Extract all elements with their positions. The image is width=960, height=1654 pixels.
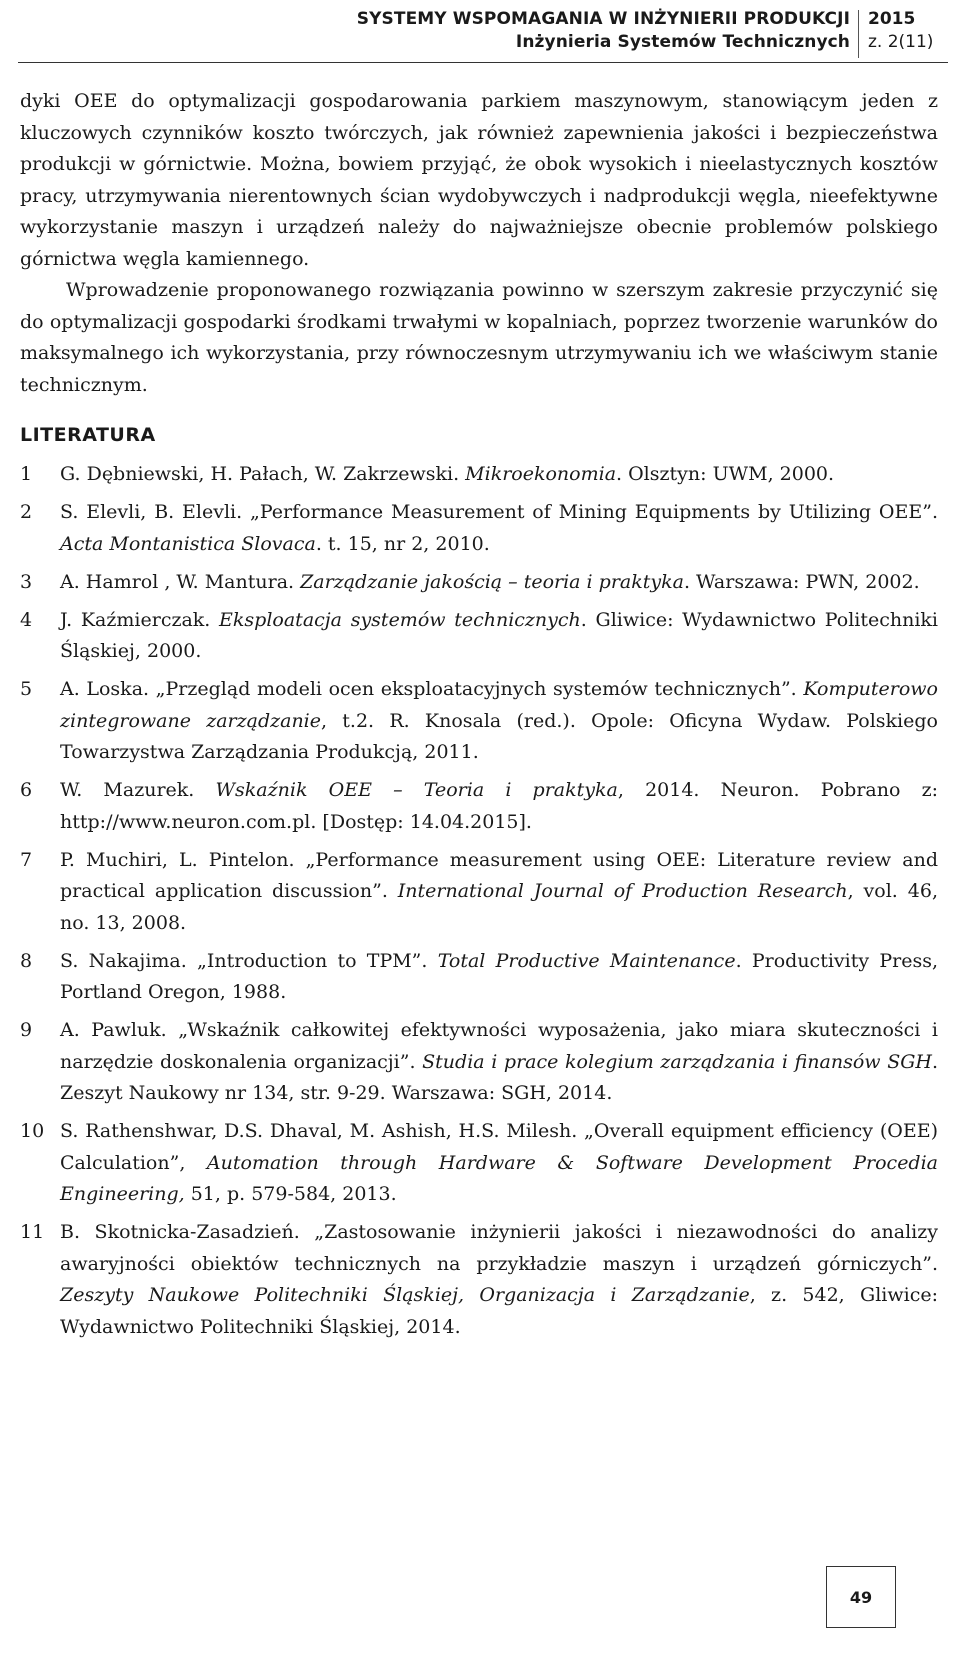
reference-publication-details: , t.2. R. Knosala (red.). Opole: Oficyna Wydaw. Polskiego Towarzystwa Zarządzania Produkcją, 2011. <box>60 709 938 763</box>
reference-number: 3 <box>20 570 33 593</box>
reference-source-italic: International Journal of Production Research <box>397 880 848 902</box>
reference-number: 2 <box>20 501 33 523</box>
reference-item <box>20 946 938 1009</box>
reference-publication-details: 51, p. 579-584, 2013. <box>184 1183 397 1205</box>
reference-number: 9 <box>20 1019 33 1041</box>
reference-source-italic: Komputerowo zintegrowane zarządzanie <box>60 678 938 732</box>
reference-authors-and-title: B. Skotnicka-Zasadzień. „Zastosowanie inżynierii jakości i niezawodności do analizy awaryjności obiektów technicznych na przykładzie maszyn i urządzeń górniczych”. <box>60 1221 938 1275</box>
reference-source-italic: Zarządzanie jakością – teoria i praktyka <box>300 570 684 593</box>
reference-authors-and-title: S. Elevli, B. Elevli. „Performance Measurement of Mining Equipments by Utilizing OEE”. <box>60 501 938 523</box>
body-paragraph-2: Wprowadzenie proponowanego rozwiązania powinno w szerszym zakresie przyczynić się do optymalizacji gospodarki środkami trwałymi w kopalniach, poprzez tworzenie warunków do maksymalnego ich wykorzystania, przy równoczesnym utrzymywaniu ich we właściwym stanie technicznym. <box>20 279 938 396</box>
issue-block <box>868 8 948 54</box>
reference-source-italic: Studia i prace kolegium zarządzania i finansów SGH <box>422 1050 932 1073</box>
reference-publication-details: , vol. 46, no. 13, 2008. <box>60 880 938 934</box>
reference-publication-details: . t. 15, nr 2, 2010. <box>315 532 490 555</box>
reference-number: 5 <box>20 678 33 700</box>
reference-list <box>20 459 938 1343</box>
journal-title-block <box>357 8 850 54</box>
reference-authors-and-title: G. Dębniewski, H. Pałach, W. Zakrzewski. <box>60 463 466 485</box>
reference-item <box>20 1015 938 1110</box>
header-rule <box>18 62 948 63</box>
reference-publication-details: . Warszawa: PWN, 2002. <box>683 570 920 593</box>
reference-authors-and-title: W. Mazurek. <box>60 779 216 801</box>
reference-authors-and-title: S. Nakajima. „Introduction to TPM”. <box>60 949 438 972</box>
reference-item <box>20 459 938 491</box>
reference-item <box>20 567 938 599</box>
reference-item <box>20 497 938 560</box>
reference-number: 4 <box>20 608 33 631</box>
main-content <box>20 86 938 1350</box>
running-header <box>0 8 960 58</box>
publication-year: 2015 <box>868 9 916 29</box>
reference-item <box>20 605 938 668</box>
reference-item <box>20 1116 938 1211</box>
reference-source-italic: Mikroekonomia <box>465 463 617 485</box>
reference-number: 7 <box>20 848 33 871</box>
reference-source-italic: Zeszyty Naukowe Politechniki Śląskiej, Organizacja i Zarządzanie <box>60 1284 750 1306</box>
reference-number: 6 <box>20 779 33 801</box>
journal-title: SYSTEMY WSPOMAGANIA W INŻYNIERII PRODUKCJI <box>356 9 850 29</box>
reference-publication-details: . Zeszyt Naukowy nr 134, str. 9-29. Warszawa: SGH, 2014. <box>60 1050 938 1104</box>
reference-authors-and-title: S. Rathenshwar, D.S. Dhaval, M. Ashish, H.S. Milesh. „Overall equipment efficiency (OEE) Calculation”, <box>60 1120 938 1174</box>
reference-item <box>20 1217 938 1343</box>
reference-authors-and-title: J. Kaźmierczak. <box>60 608 220 631</box>
reference-source-italic: Wskaźnik OEE – Teoria i praktyka <box>215 779 618 801</box>
reference-number: 10 <box>20 1120 45 1142</box>
reference-authors-and-title: P. Muchiri, L. Pintelon. „Performance measurement using OEE: Literature review and practical application discussion”. <box>60 848 938 902</box>
reference-item <box>20 674 938 769</box>
reference-authors-and-title: A. Loska. „Przegląd modeli ocen eksploatacyjnych systemów technicznych”. <box>60 678 804 700</box>
header-divider <box>858 10 859 58</box>
reference-item <box>20 845 938 940</box>
literature-heading: LITERATURA <box>20 424 156 446</box>
page-number: 49 <box>826 1566 896 1628</box>
reference-publication-details: , z. 542, Gliwice: Wydawnictwo Politechniki Śląskiej, 2014. <box>60 1284 938 1338</box>
reference-publication-details: , 2014. Neuron. Pobrano z: http://www.neuron.com.pl. [Dostęp: 14.04.2015]. <box>60 779 938 833</box>
reference-source-italic: Automation through Hardware & Software Development Procedia Engineering, <box>60 1151 939 1205</box>
reference-source-italic: Total Productive Maintenance <box>437 949 736 972</box>
reference-publication-details: . Productivity Press, Portland Oregon, 1988. <box>60 949 938 1003</box>
issue-number: z. 2(11) <box>868 32 934 52</box>
reference-publication-details: . Olsztyn: UWM, 2000. <box>616 463 835 485</box>
body-paragraph-1: dyki OEE do optymalizacji gospodarowania parkiem maszynowym, stanowiącym jeden z kluczowych czynników koszto twórczych, jak również zapewnienia jakości i bezpieczeństwa produkcji w górnictwie. Można, bowiem przyjąć, że obok wysokich i nieelastycznych kosztów pracy, utrzymywania nierentownych ścian wydobywczych i nadprodukcji węgla, nieefektywne wykorzystanie maszyn i urządzeń należy do najważniejsze obecnie problemów polskiego górnictwa węgla kamiennego. <box>20 90 938 270</box>
reference-authors-and-title: A. Pawluk. „Wskaźnik całkowitej efektywności wyposażenia, jako miara skuteczności i narzędzie doskonalenia organizacji”. <box>60 1019 938 1073</box>
reference-publication-details: . Gliwice: Wydawnictwo Politechniki Śląskiej, 2000. <box>60 608 939 662</box>
reference-source-italic: Eksploatacja systemów technicznych <box>219 608 581 631</box>
reference-number: 8 <box>20 949 33 972</box>
reference-authors-and-title: A. Hamrol , W. Mantura. <box>60 570 301 593</box>
reference-number: 11 <box>20 1221 45 1243</box>
reference-item <box>20 775 938 838</box>
reference-source-italic: Acta Montanistica Slovaca <box>60 532 316 555</box>
journal-subtitle: Inżynieria Systemów Technicznych <box>515 32 850 52</box>
reference-number: 1 <box>20 463 33 485</box>
